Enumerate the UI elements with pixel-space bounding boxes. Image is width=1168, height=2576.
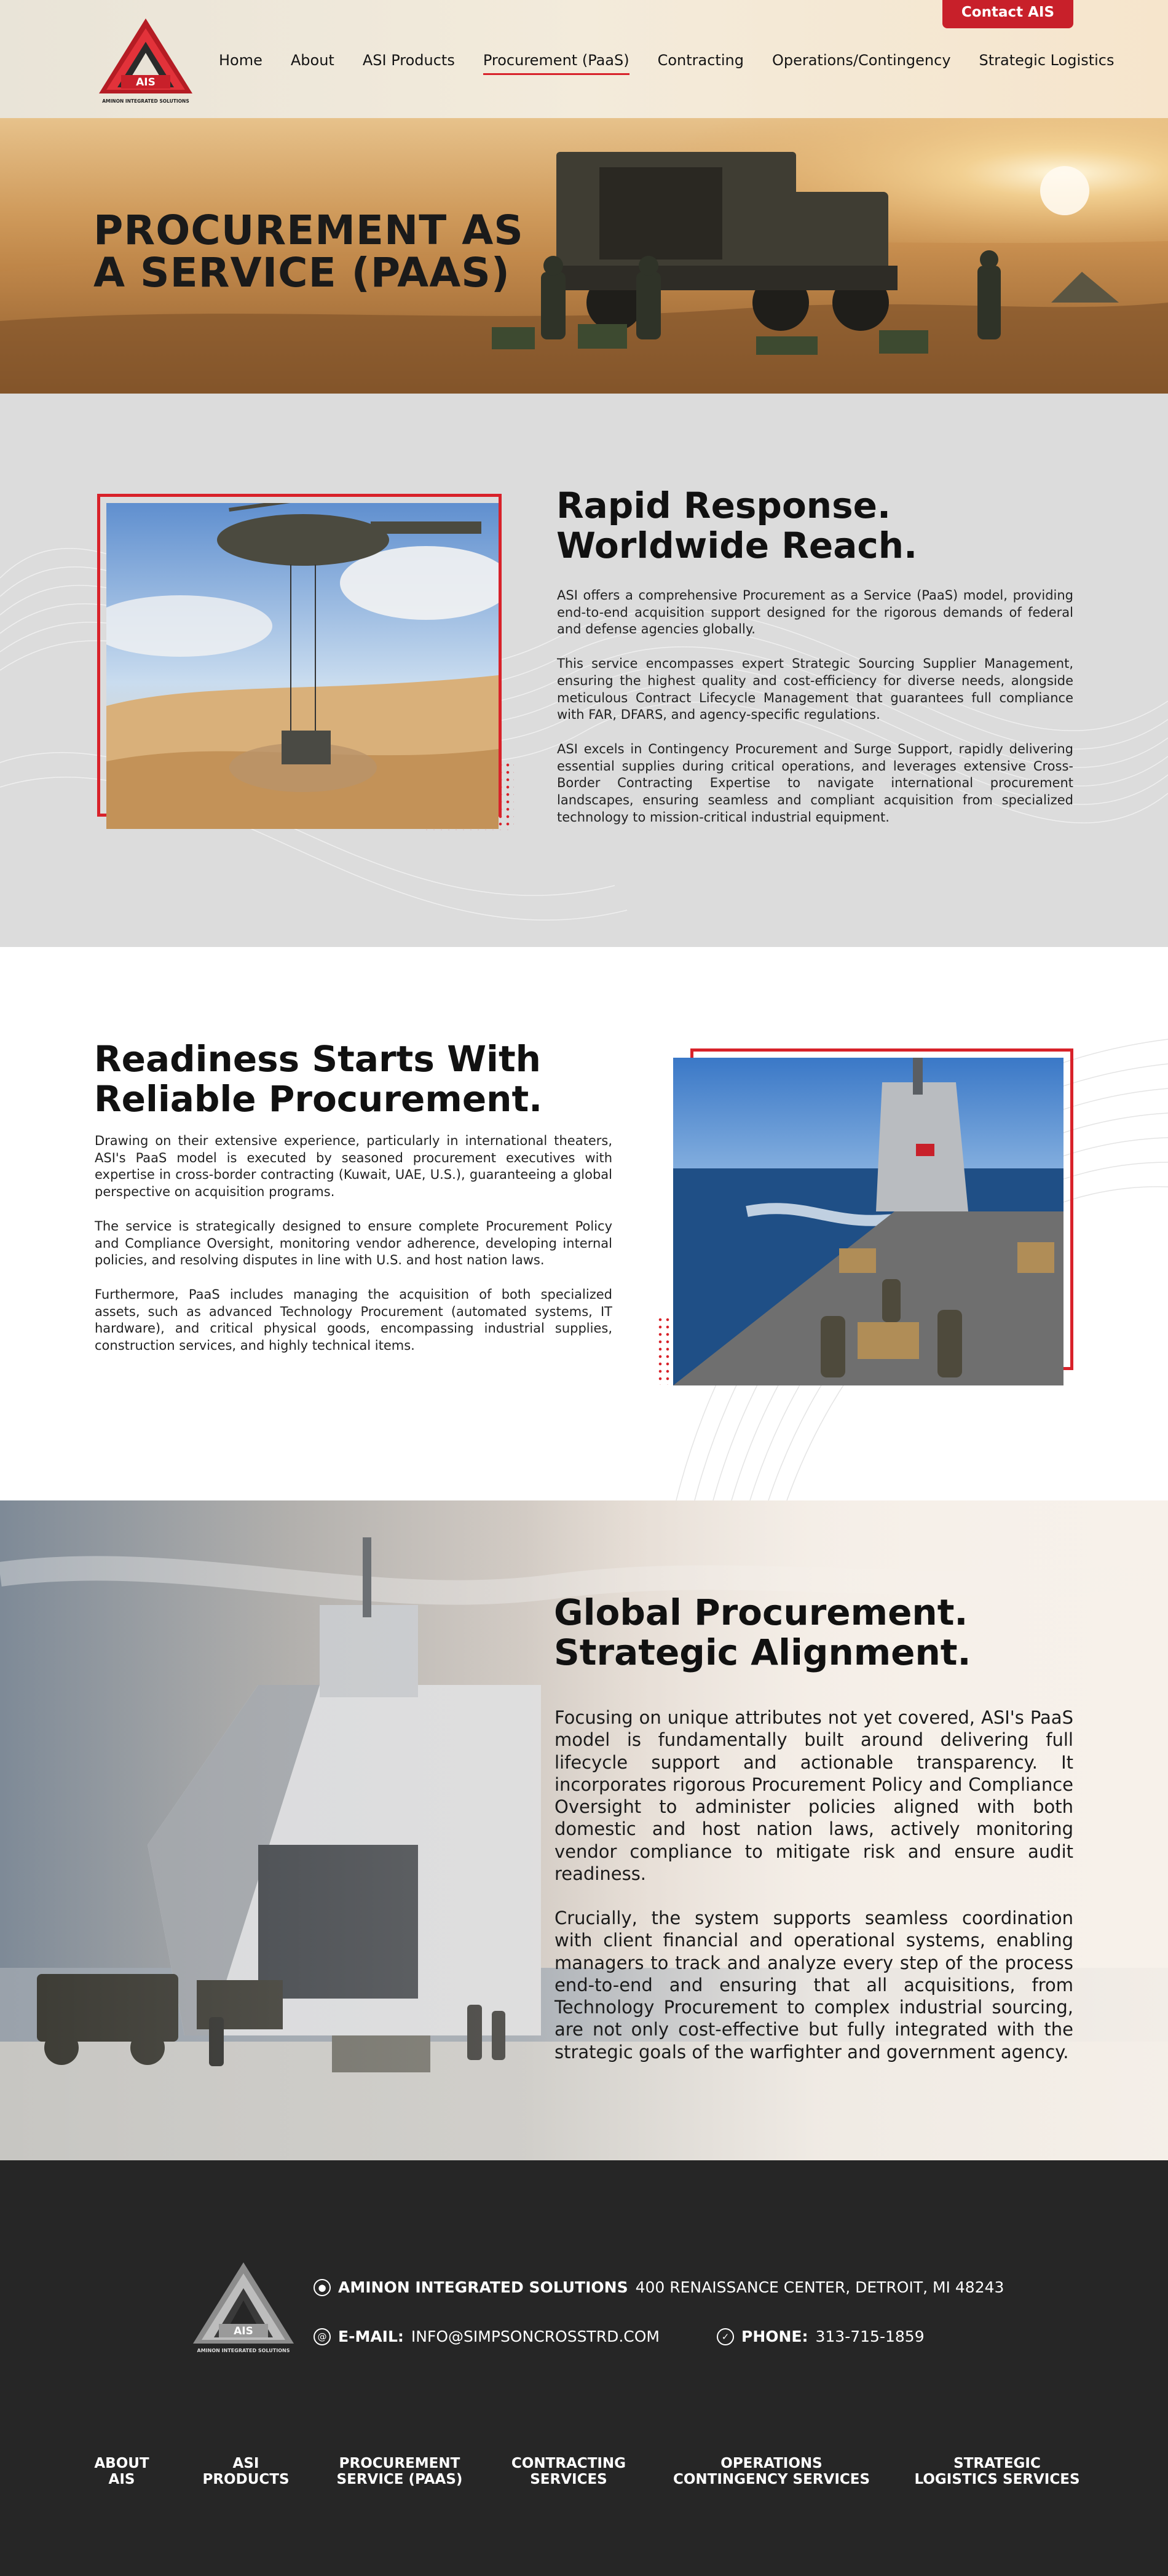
section1-title-line2: Worldwide Reach. xyxy=(556,524,918,566)
footer-nav-contracting[interactable]: CONTRACTING SERVICES xyxy=(511,2455,626,2488)
footer-email-row xyxy=(314,2328,660,2345)
nav-home[interactable]: Home xyxy=(219,52,262,69)
section1-paragraph: ASI excels in Contingency Procurement and Surge Support, rapidly delivering essential supplies during critical operations, and leverages extensive Cross-Border Contracting Expertise to navigate international procurement landscapes, ensuring seamless and compliant acquisition from specialized technology to mission-critical industrial equipment. xyxy=(557,742,1073,825)
nav-procurement[interactable]: Procurement (PaaS) xyxy=(483,52,629,69)
footer-logo-text: AIS xyxy=(234,2325,253,2337)
section2-title xyxy=(94,1039,586,1119)
site-header xyxy=(0,0,1168,118)
section3-title-line2: Strategic Alignment. xyxy=(554,1631,971,1673)
footer-nav-operations[interactable]: OPERATIONS CONTINGENCY SERVICES xyxy=(673,2455,870,2488)
nav-contracting[interactable]: Contracting xyxy=(657,52,744,69)
nav-asi-products[interactable]: ASI Products xyxy=(362,52,455,69)
section2-title-line1: Readiness Starts With xyxy=(94,1038,541,1080)
global-procurement-section xyxy=(0,1500,1168,2160)
section1-title xyxy=(556,486,1048,566)
footer-nav-asi-products[interactable]: ASI PRODUCTS xyxy=(202,2455,290,2488)
nav-about[interactable]: About xyxy=(290,52,334,69)
footer-address-row xyxy=(314,2278,1004,2296)
footer-logo-subtext: AMINON INTEGRATED SOLUTIONS xyxy=(197,2348,290,2353)
footer-address: 400 RENAISSANCE CENTER, DETROIT, MI 48243 xyxy=(635,2278,1004,2296)
hero-banner xyxy=(0,118,1168,394)
section3-body xyxy=(554,1706,1073,2085)
site-footer xyxy=(0,2160,1168,2576)
logo-subtext: AMINON INTEGRATED SOLUTIONS xyxy=(102,98,189,104)
rapid-response-section xyxy=(0,394,1168,947)
contact-button[interactable]: Contact AIS xyxy=(942,0,1073,28)
hero-title-line2: A SERVICE (PAAS) xyxy=(93,249,510,297)
footer-nav-procurement[interactable]: PROCUREMENT SERVICE (PAAS) xyxy=(336,2455,463,2488)
section1-paragraph: ASI offers a comprehensive Procurement as a Service (PaaS) model, providing end-to-end acquisition support designed for the rigorous demands of federal and defense agencies globally. xyxy=(557,588,1073,637)
hero-title-line1: PROCUREMENT AS xyxy=(93,207,524,254)
section3-paragraph: Focusing on unique attributes not yet covered, ASI's PaaS model is fundamentally built around delivering full lifecycle support and actionable transparency. It incorporates rigorous Procurement Policy and Compliance Oversight to administer policies aligned with both domestic and host nation laws, actively monitoring vendor compliance to mitigate risk and ensure audit readiness. xyxy=(554,1707,1073,1884)
section2-body xyxy=(95,1133,612,1372)
helicopter-image xyxy=(106,503,499,829)
footer-nav-about[interactable]: ABOUT AIS xyxy=(94,2455,149,2488)
section2-paragraph: The service is strategically designed to ensure complete Procurement Policy and Compliance Oversight, monitoring vendor adherence, developing internal policies, and resolving disputes in line with U.S. and host nation laws. xyxy=(95,1218,612,1268)
footer-ais-logo[interactable] xyxy=(189,2259,298,2357)
ais-logo[interactable] xyxy=(95,15,197,107)
ship-deck-image xyxy=(673,1058,1063,1385)
footer-phone-row xyxy=(717,2328,925,2345)
email-icon: @ xyxy=(314,2328,331,2345)
section3-title-line1: Global Procurement. xyxy=(554,1591,968,1633)
footer-phone-link[interactable]: 313-715-1859 xyxy=(815,2328,925,2345)
footer-company-label: AMINON INTEGRATED SOLUTIONS xyxy=(338,2278,628,2296)
section3-paragraph: Crucially, the system supports seamless coordination with client financial and operational systems, enabling managers to track and analyze every step of the process end-to-end and ensuring that all acquisitions, from Technology Procurement to complex industrial sourcing, are not only cost-effective but fully integrated with the strategic goals of the warfighter and government agency. xyxy=(554,1908,1073,2063)
section2-title-line2: Reliable Procurement. xyxy=(94,1077,543,1120)
main-nav xyxy=(219,52,1114,69)
nav-strategic-logistics[interactable]: Strategic Logistics xyxy=(979,52,1115,69)
hero-title xyxy=(93,209,524,295)
footer-phone-label: PHONE: xyxy=(741,2328,808,2345)
section2-paragraph: Furthermore, PaaS includes managing the acquisition of both specialized assets, such as advanced Technology Procurement (automated systems, IT hardware), and critical physical goods, encompassing industrial supplies, construction services, and highly technical items. xyxy=(95,1287,612,1353)
section2-paragraph: Drawing on their extensive experience, particularly in international theaters, ASI's PaaS model is executed by seasoned procurement executives with expertise in cross-border contracting (Kuwait, UAE, U.S.), guaranteeing a global perspective on acquisition programs. xyxy=(95,1133,612,1200)
section1-paragraph: This service encompasses expert Strategic Sourcing Supplier Management, ensuring the highest quality and cost-efficiency for diverse needs, alongside meticulous Contract Lifecycle Management that guarantees full compliance with FAR, DFARS, and agency-specific regulations. xyxy=(557,656,1073,723)
section1-body xyxy=(557,587,1073,844)
section1-title-line1: Rapid Response. xyxy=(556,485,891,526)
readiness-section xyxy=(0,947,1168,1500)
section3-title xyxy=(554,1593,1076,1673)
nav-operations[interactable]: Operations/Contingency xyxy=(771,52,951,69)
footer-email-link[interactable]: INFO@SIMPSONCROSSTRD.COM xyxy=(411,2328,660,2345)
logo-text: AIS xyxy=(136,76,156,89)
footer-email-label: E-MAIL: xyxy=(338,2328,404,2345)
footer-nav-strategic-logistics[interactable]: STRATEGIC LOGISTICS SERVICES xyxy=(914,2455,1080,2488)
location-icon: ● xyxy=(314,2279,331,2296)
footer-nav xyxy=(0,2455,1168,2492)
phone-icon: ✓ xyxy=(717,2328,734,2345)
